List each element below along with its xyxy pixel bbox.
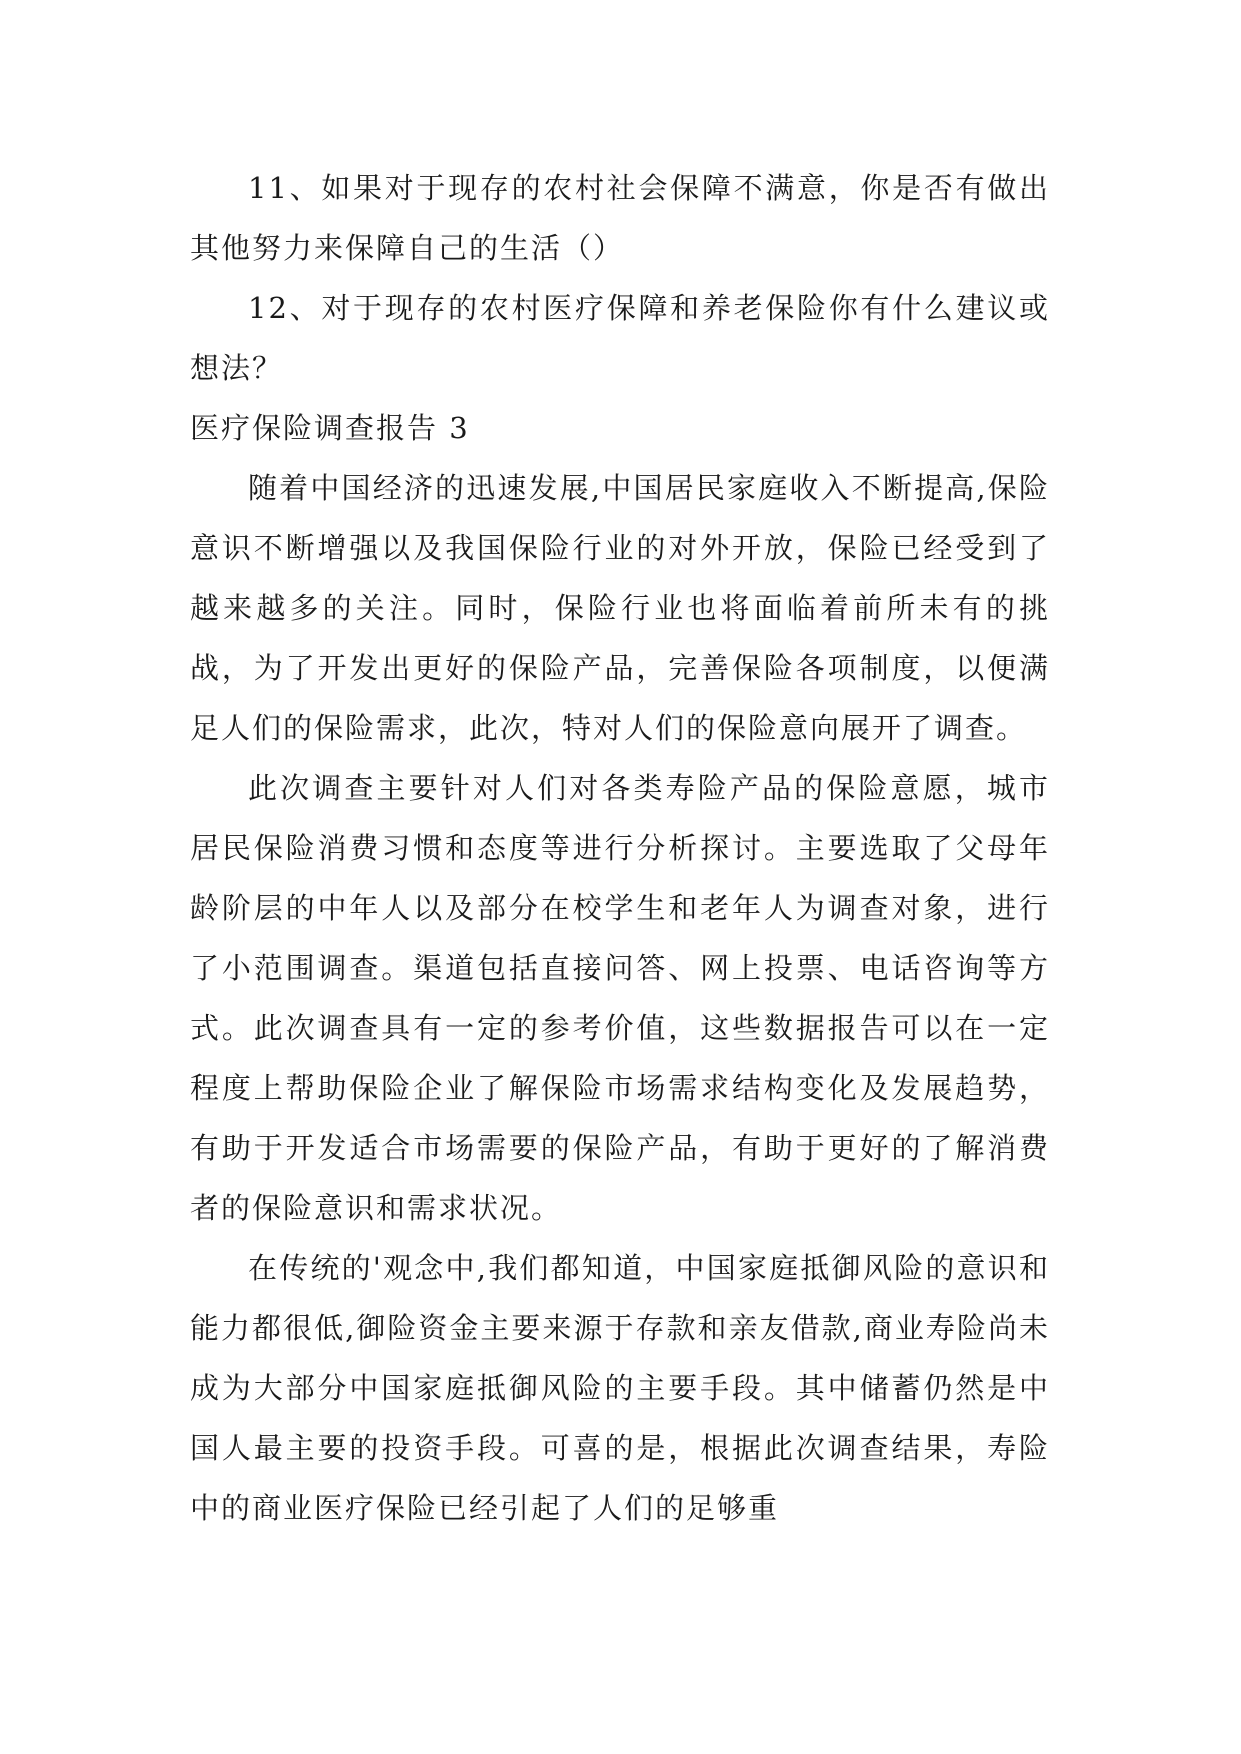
question-12: 12、对于现存的农村医疗保障和养老保险你有什么建议或想法？ bbox=[190, 291, 1050, 385]
document-body bbox=[190, 158, 1050, 1538]
body-paragraph-1: 随着中国经济的迅速发展,中国居民家庭收入不断提高,保险意识不断增强以及我国保险行业的对外开放，保险已经受到了越来越多的关注。同时，保险行业也将面临着前所未有的挑战，为了开发出更好的保险产品，完善保险各项制度，以便满足人们的保险需求，此次，特对人们的保险意向展开了调查。 bbox=[190, 471, 1050, 745]
body-paragraph-2: 此次调查主要针对人们对各类寿险产品的保险意愿，城市居民保险消费习惯和态度等进行分析探讨。主要选取了父母年龄阶层的中年人以及部分在校学生和老年人为调查对象，进行了小范围调查。渠道包括直接问答、网上投票、电话咨询等方式。此次调查具有一定的参考价值，这些数据报告可以在一定程度上帮助保险企业了解保险市场需求结构变化及发展趋势，有助于开发适合市场需要的保险产品，有助于更好的了解消费者的保险意识和需求状况。 bbox=[190, 771, 1050, 1225]
section-title: 医疗保险调查报告 3 bbox=[190, 411, 470, 445]
question-11: 11、如果对于现存的农村社会保障不满意，你是否有做出其他努力来保障自己的生活（） bbox=[190, 171, 1050, 265]
body-paragraph-3: 在传统的'观念中,我们都知道，中国家庭抵御风险的意识和能力都很低,御险资金主要来源于存款和亲友借款,商业寿险尚未成为大部分中国家庭抵御风险的主要手段。其中储蓄仍然是中国人最主要的投资手段。可喜的是，根据此次调查结果，寿险中的商业医疗保险已经引起了人们的足够重 bbox=[190, 1251, 1050, 1525]
